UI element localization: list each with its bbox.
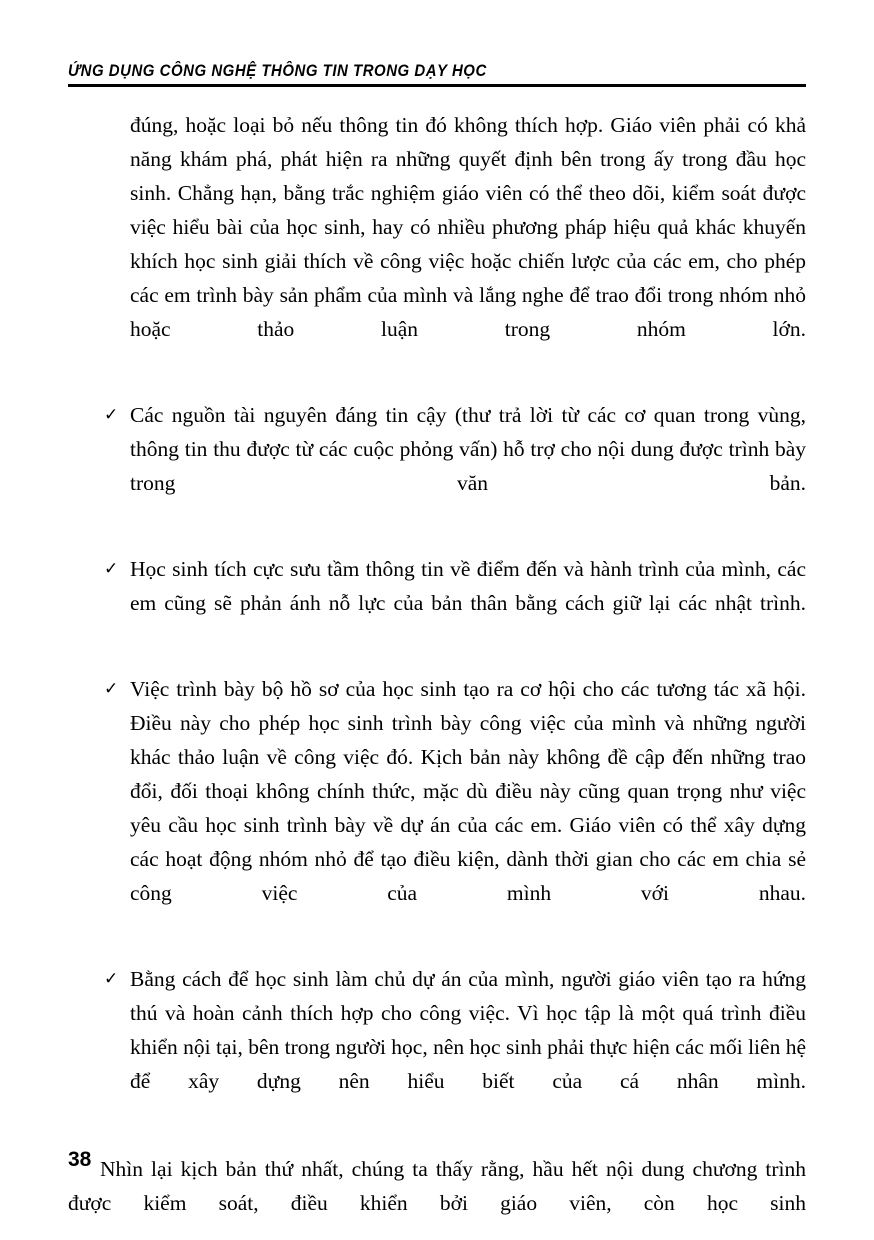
continuation-paragraph: đúng, hoặc loại bỏ nếu thông tin đó không thích hợp. Giáo viên phải có khả năng khám phá, phát hiện ra những quyết định bên trong ấy trong đầu học sinh. Chẳng hạn, bằng trắc nghiệm giáo viên có thể theo dõi, kiểm soát được việc hiểu bài của học sinh, hay có nhiều phương pháp hiệu quả khác khuyến khích học sinh giải thích về công việc hoặc chiến lược của các em, cho phép các em trình bày sản phẩm của mình và lắng nghe để trao đổi trong nhóm nhỏ hoặc thảo luận trong nhóm lớn. bbox=[130, 113, 806, 341]
running-header bbox=[68, 62, 806, 87]
header-rule bbox=[68, 84, 806, 87]
check-icon: ✓ bbox=[104, 559, 119, 579]
list-item-text: Các nguồn tài nguyên đáng tin cậy (thư trả lời từ các cơ quan trong vùng, thông tin thu được từ các cuộc phỏng vấn) hỗ trợ cho nội dung được trình bày trong văn bản. bbox=[130, 403, 806, 495]
check-icon: ✓ bbox=[104, 969, 119, 989]
checkmark-list bbox=[68, 380, 806, 1132]
page-number: 38 bbox=[68, 1148, 92, 1171]
check-icon: ✓ bbox=[104, 405, 119, 425]
list-item-text: Bằng cách để học sinh làm chủ dự án của mình, người giáo viên tạo ra hứng thú và hoàn cảnh thích hợp cho công việc. Vì học tập là một quá trình điều khiển nội tại, bên trong người học, nên học sinh phải thực hiện các mối liên hệ để xây dựng nên hiểu biết của cá nhân mình. bbox=[130, 967, 806, 1093]
list-item bbox=[104, 534, 806, 654]
list-item-text: Việc trình bày bộ hồ sơ của học sinh tạo ra cơ hội cho các tương tác xã hội. Điều này cho phép học sinh trình bày công việc của mình và những người khác thảo luận về công việc đó. Kịch bản này không đề cập đến những trao đổi, đối thoại không chính thức, mặc dù điều này cũng quan trọng như việc yêu cầu học sinh trình bày về dự án của các em. Giáo viên có thể xây dựng các hoạt động nhóm nhỏ để tạo điều kiện, dành thời gian cho các em chia sẻ công việc của mình với nhau. bbox=[130, 677, 806, 905]
list-item-text: Học sinh tích cực sưu tầm thông tin về điểm đến và hành trình của mình, các em cũng sẽ phản ánh nỗ lực của bản thân bằng cách giữ lại các nhật trình. bbox=[130, 557, 806, 615]
list-item bbox=[104, 380, 806, 534]
final-paragraph: Nhìn lại kịch bản thứ nhất, chúng ta thấy rằng, hầu hết nội dung chương trình được kiểm soát, điều khiển bởi giáo viên, còn học sinh bbox=[68, 1157, 806, 1215]
list-item bbox=[104, 944, 806, 1132]
check-icon: ✓ bbox=[104, 679, 119, 699]
header-title: ỨNG DỤNG CÔNG NGHỆ THÔNG TIN TRONG DẠY HỌC bbox=[68, 61, 487, 80]
body-text-area bbox=[68, 108, 806, 1240]
list-item bbox=[104, 654, 806, 944]
